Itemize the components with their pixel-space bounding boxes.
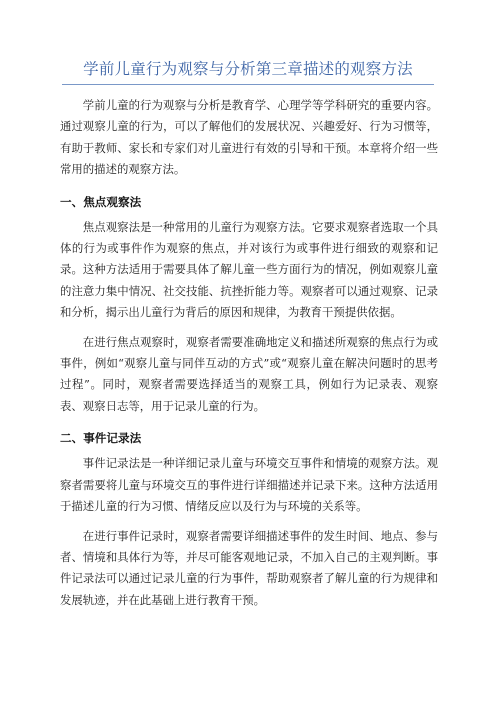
paragraph-spacer	[60, 324, 438, 332]
document-body	[60, 95, 438, 611]
title-underline	[62, 84, 434, 85]
section-heading-focus-observation: 一、焦点观察法	[60, 194, 142, 209]
section-1-paragraph-2: 在进行焦点观察时，观察者需要准确地定义和描述所观察的焦点行为或事件，例如“观察儿童与同伴互动的方式”或“观察儿童在解决问题时的思考过程”。同时，观察者需要选择适当的观察工具，例如行为记录表、观察表、观察日志等，用于记录儿童的行为。	[60, 334, 438, 413]
section-2-paragraph-2: 在进行事件记录时，观察者需要详细描述事件的发生时间、地点、参与者、情境和具体行为等，并尽可能客观地记录，不加入自己的主观判断。事件记录法可以通过记录儿童的行为事件，帮助观察者了解儿童的行为规律和发展轨迹，并在此基础上进行教育干预。	[60, 528, 438, 607]
intro-paragraph: 学前儿童的行为观察与分析是教育学、心理学等学科研究的重要内容。通过观察儿童的行为，可以了解他们的发展状况、兴趣爱好、行为习惯等，有助于教师、家长和专家们对儿童进行有效的引导和干预。本章将介绍一些常用的描述的观察方法。	[60, 98, 438, 177]
section-1-paragraph-1: 焦点观察法是一种常用的儿童行为观察方法。它要求观察者选取一个具体的行为或事件作为观察的焦点，并对该行为或事件进行细致的观察和记录。这种方法适用于需要具体了解儿童一些方面行为的情况，例如观察儿童的注意力集中情况、社交技能、抗挫折能力等。观察者可以通过观察、记录和分析，揭示出儿童行为背后的原因和规律，为教育干预提供依据。	[60, 219, 438, 320]
document-title: 学前儿童行为观察与分析第三章描述的观察方法	[83, 60, 413, 78]
section-heading-event-recording: 二、事件记录法	[60, 431, 142, 446]
section-2-paragraph-1: 事件记录法是一种详细记录儿童与环境交互事件和情境的观察方法。观察者需要将儿童与环境交互的事件进行详细描述并记录下来。这种方法适用于描述儿童的行为习惯、情绪反应以及行为与环境的关系等。	[60, 456, 438, 514]
paragraph-spacer	[60, 518, 438, 526]
